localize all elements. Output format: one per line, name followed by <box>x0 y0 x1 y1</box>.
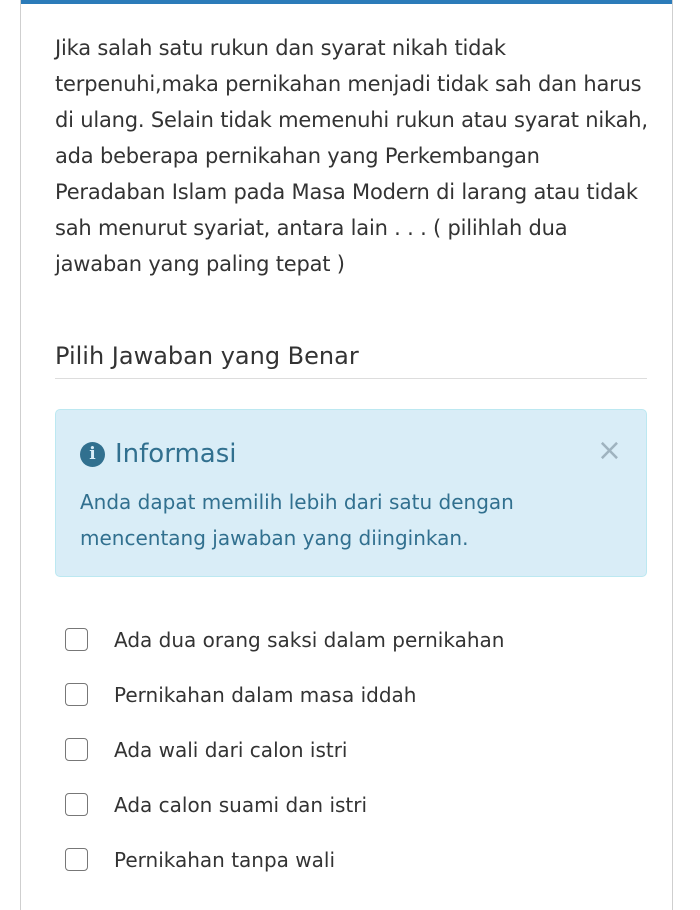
alert-message: Anda dapat memilih lebih dari satu dengan mencentang jawaban yang diinginkan. <box>80 490 514 550</box>
option-2[interactable] <box>65 667 645 722</box>
option-3[interactable] <box>65 722 645 777</box>
option-1[interactable] <box>65 612 645 667</box>
question-card <box>20 0 673 910</box>
option-checkbox[interactable] <box>65 848 88 871</box>
option-checkbox[interactable] <box>65 738 88 761</box>
question-text: Jika salah satu rukun dan syarat nikah tidak terpenuhi,maka pernikahan menjadi tidak sah dan harus di ulang. Selain tidak memenuhi rukun atau syarat nikah, ada beberapa pernikahan yang Perkembangan Peradaban Islam pada Masa Modern di larang atau tidak sah menurut syariat, antara lain . . . ( pilihlah dua jawaban yang paling tepat ) <box>55 36 648 276</box>
option-label: Pernikahan dalam masa iddah <box>114 682 417 707</box>
alert-title: Informasi <box>115 439 237 469</box>
option-checkbox[interactable] <box>65 793 88 816</box>
option-4[interactable] <box>65 777 645 832</box>
info-alert <box>55 409 647 577</box>
answer-options <box>65 612 645 887</box>
option-checkbox[interactable] <box>65 628 88 651</box>
option-5[interactable] <box>65 832 645 887</box>
option-label: Ada wali dari calon istri <box>114 737 348 762</box>
alert-header <box>80 432 622 476</box>
option-checkbox[interactable] <box>65 683 88 706</box>
close-icon[interactable]: × <box>596 433 622 468</box>
answer-section-title: Pilih Jawaban yang Benar <box>55 338 647 379</box>
info-circle-icon: i <box>80 442 105 467</box>
option-label: Ada calon suami dan istri <box>114 792 368 817</box>
option-label: Pernikahan tanpa wali <box>114 847 336 872</box>
option-label: Ada dua orang saksi dalam pernikahan <box>114 627 505 652</box>
card-accent-bar <box>21 0 672 4</box>
